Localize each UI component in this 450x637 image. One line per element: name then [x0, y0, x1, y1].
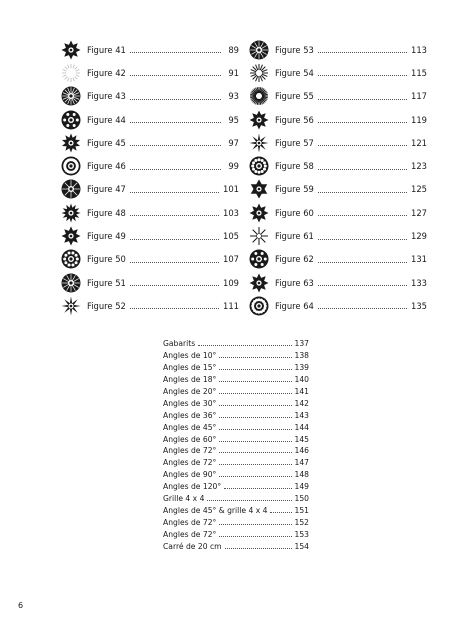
dot-leader — [219, 476, 291, 477]
toc-entry-page: 123 — [411, 161, 427, 172]
template-entry-label: Angles de 18° — [163, 375, 217, 385]
template-entry-label: Angles de 15° — [163, 363, 217, 373]
toc-entry-label: Figure 55 — [275, 91, 314, 102]
dot-leader — [219, 429, 291, 430]
toc-entry-page: 111 — [223, 300, 239, 311]
dot-leader — [318, 75, 407, 76]
template-entry-label: Angles de 20° — [163, 387, 217, 396]
templates-list — [163, 338, 309, 552]
toc-entry — [249, 224, 427, 247]
template-entry — [163, 362, 309, 374]
template-entry-label: Grille 4 x 4 — [163, 494, 205, 504]
toc-entry-page: 125 — [411, 184, 427, 195]
toc-entry — [249, 85, 427, 108]
dot-leader — [130, 262, 219, 263]
dot-leader — [318, 192, 407, 193]
toc-entry-label: Figure 45 — [87, 137, 126, 148]
dot-leader — [219, 393, 291, 394]
toc-entry-page: 101 — [223, 184, 239, 195]
template-entry-page: 141 — [294, 387, 309, 396]
dot-leader — [318, 52, 407, 53]
dot-leader — [130, 122, 221, 123]
template-entry-label: Angles de 30° — [163, 398, 217, 408]
dot-leader — [219, 369, 291, 370]
template-entry-page: 143 — [294, 410, 309, 420]
toc-entry — [61, 224, 239, 247]
template-entry-page: 145 — [294, 434, 309, 444]
template-entry — [163, 386, 309, 398]
template-entry-page: 144 — [294, 422, 309, 432]
toc-entry-page: 129 — [411, 231, 427, 242]
mandala-lotus-icon — [61, 226, 81, 246]
toc-entry-label: Figure 50 — [87, 254, 126, 265]
dot-leader — [270, 512, 291, 513]
mandala-spoke-wheel-icon — [61, 86, 81, 106]
dot-leader — [207, 500, 291, 501]
toc-entry — [61, 248, 239, 271]
toc-entry-page: 107 — [223, 254, 239, 265]
mandala-burst-icon — [249, 63, 269, 83]
dot-leader — [219, 381, 291, 382]
template-entry-page: 154 — [294, 541, 309, 551]
toc-entry-page: 93 — [228, 91, 239, 102]
template-entry-label: Angles de 36° — [163, 410, 217, 420]
toc-entry — [249, 61, 427, 84]
mandala-star-disc-icon — [61, 203, 81, 223]
toc-entry — [249, 248, 427, 271]
toc-entry-label: Figure 52 — [87, 300, 126, 311]
mandala-rosette-icon — [61, 273, 81, 293]
template-entry-label: Angles de 45° — [163, 422, 217, 432]
dot-leader — [224, 488, 291, 489]
mandala-spiral-icon — [249, 249, 269, 269]
toc-entry — [249, 294, 427, 317]
mandala-swirl-circle-icon — [61, 110, 81, 130]
figures-column-left — [61, 38, 239, 318]
mandala-scalloped-icon — [61, 249, 81, 269]
template-entry — [163, 469, 309, 481]
toc-entry — [61, 85, 239, 108]
toc-entry-label: Figure 47 — [87, 184, 126, 195]
dot-leader — [130, 75, 221, 76]
toc-entry-page: 97 — [228, 137, 239, 148]
mandala-gear-icon — [249, 40, 269, 60]
toc-entry-label: Figure 57 — [275, 137, 314, 148]
template-entry — [163, 409, 309, 421]
template-entry-label: Angles de 45° & grille 4 x 4 — [163, 505, 268, 515]
toc-entry-page: 133 — [411, 277, 427, 288]
toc-entry-label: Figure 64 — [275, 300, 314, 311]
mandala-flower-icon — [61, 40, 81, 60]
toc-entry — [61, 178, 239, 201]
toc-entry-label: Figure 58 — [275, 161, 314, 172]
dot-leader — [318, 145, 407, 146]
toc-entry-label: Figure 61 — [275, 231, 314, 242]
figures-column-right — [249, 38, 427, 318]
toc-entry-label: Figure 59 — [275, 184, 314, 195]
template-entry — [163, 540, 309, 552]
mandala-eight-petal-icon — [249, 110, 269, 130]
dot-leader — [219, 441, 291, 442]
page-number: 6 — [18, 601, 24, 610]
dot-leader — [130, 169, 221, 170]
dot-leader — [318, 215, 407, 216]
toc-entry-label: Figure 51 — [87, 277, 126, 288]
template-entry — [163, 374, 309, 386]
template-entry-label: Angles de 120° — [163, 482, 222, 492]
dot-leader — [318, 99, 407, 100]
template-entry — [163, 493, 309, 505]
toc-entry-page: 135 — [411, 300, 427, 311]
dot-leader — [318, 308, 407, 309]
template-entry-page: 149 — [294, 482, 309, 492]
toc-entry-page: 109 — [223, 277, 239, 288]
dot-leader — [219, 417, 291, 418]
template-entry — [163, 516, 309, 528]
dot-leader — [130, 215, 219, 216]
mandala-hex-star-icon — [249, 179, 269, 199]
template-entry-page: 142 — [294, 398, 309, 408]
template-entry — [163, 457, 309, 469]
toc-entry — [249, 108, 427, 131]
toc-entry — [249, 38, 427, 61]
template-entry-page: 147 — [294, 458, 309, 468]
toc-entry-label: Figure 44 — [87, 114, 126, 125]
template-entry-page: 152 — [294, 517, 309, 527]
toc-entry-label: Figure 48 — [87, 207, 126, 218]
template-entry-label: Gabarits — [163, 339, 196, 349]
toc-entry-label: Figure 41 — [87, 44, 126, 55]
dot-leader — [219, 536, 291, 537]
dot-leader — [130, 192, 219, 193]
mandala-ring-icon — [61, 63, 81, 83]
dot-leader — [130, 308, 219, 309]
mandala-compass-star-icon — [61, 296, 81, 316]
dot-leader — [219, 357, 291, 358]
mandala-petal-disc-icon — [61, 133, 81, 153]
mandala-dark-star-icon — [249, 273, 269, 293]
dot-leader — [219, 452, 291, 453]
toc-entry-page: 105 — [223, 231, 239, 242]
toc-entry — [61, 294, 239, 317]
mandala-lattice-icon — [61, 179, 81, 199]
template-entry — [163, 445, 309, 457]
template-entry — [163, 397, 309, 409]
toc-entry-page: 89 — [228, 44, 239, 55]
dot-leader — [318, 285, 407, 286]
toc-entry — [249, 131, 427, 154]
toc-entry-label: Figure 42 — [87, 67, 126, 78]
mandala-outline-star-icon — [249, 226, 269, 246]
template-entry — [163, 481, 309, 493]
toc-entry-page: 99 — [228, 161, 239, 172]
toc-entry — [61, 61, 239, 84]
mandala-dense-disc-icon — [249, 296, 269, 316]
dot-leader — [219, 464, 291, 465]
dot-leader — [130, 145, 221, 146]
toc-entry — [249, 271, 427, 294]
toc-entry — [61, 201, 239, 224]
template-entry-page: 150 — [294, 494, 309, 504]
mandala-cross-flower-icon — [249, 203, 269, 223]
toc-entry — [249, 178, 427, 201]
dot-leader — [219, 524, 291, 525]
dot-leader — [225, 548, 292, 549]
template-entry-label: Angles de 72° — [163, 517, 217, 527]
toc-entry-page: 131 — [411, 254, 427, 265]
toc-entry-label: Figure 53 — [275, 44, 314, 55]
mandala-striped-disc-icon — [61, 156, 81, 176]
toc-entry-label: Figure 62 — [275, 254, 314, 265]
dot-leader — [318, 239, 407, 240]
toc-entry — [249, 154, 427, 177]
template-entry — [163, 350, 309, 362]
template-entry-label: Angles de 72° — [163, 529, 217, 539]
template-entry-label: Angles de 10° — [163, 351, 217, 361]
dot-leader — [130, 52, 221, 53]
template-entry-page: 139 — [294, 363, 309, 373]
toc-entry — [61, 38, 239, 61]
toc-entry — [61, 131, 239, 154]
dot-leader — [219, 405, 291, 406]
toc-entry-page: 95 — [228, 114, 239, 125]
template-entry-page: 151 — [294, 505, 309, 515]
template-entry-page: 137 — [294, 339, 309, 349]
toc-entry-page: 91 — [228, 67, 239, 78]
mandala-sunburst-icon — [249, 86, 269, 106]
toc-entry-page: 103 — [223, 207, 239, 218]
toc-entry-page: 113 — [411, 44, 427, 55]
template-entry-page: 138 — [294, 351, 309, 361]
toc-entry — [249, 201, 427, 224]
template-entry — [163, 504, 309, 516]
dot-leader — [130, 239, 219, 240]
mandala-ornate-disc-icon — [249, 156, 269, 176]
template-entry — [163, 528, 309, 540]
toc-entry — [61, 108, 239, 131]
toc-entry — [61, 154, 239, 177]
toc-entry-page: 115 — [411, 67, 427, 78]
template-entry-page: 140 — [294, 375, 309, 385]
dot-leader — [318, 122, 407, 123]
dot-leader — [130, 99, 221, 100]
toc-entry-label: Figure 56 — [275, 114, 314, 125]
toc-entry-page: 119 — [411, 114, 427, 125]
toc-entry-page: 117 — [411, 91, 427, 102]
template-entry-page: 153 — [294, 529, 309, 539]
template-entry-label: Angles de 60° — [163, 434, 217, 444]
template-entry-page: 148 — [294, 470, 309, 480]
toc-entry-label: Figure 60 — [275, 207, 314, 218]
dot-leader — [318, 169, 407, 170]
template-entry — [163, 421, 309, 433]
template-entry-page: 146 — [294, 446, 309, 456]
toc-entry-label: Figure 46 — [87, 161, 126, 172]
mandala-sharp-star-icon — [249, 133, 269, 153]
toc-entry-page: 127 — [411, 207, 427, 218]
template-entry-label: Angles de 72° — [163, 458, 217, 468]
template-entry-label: Angles de 90° — [163, 470, 217, 480]
template-entry-label: Angles de 72° — [163, 446, 217, 456]
dot-leader — [130, 285, 219, 286]
template-entry-label: Carré de 20 cm — [163, 541, 222, 551]
toc-entry-label: Figure 54 — [275, 67, 314, 78]
toc-entry-page: 121 — [411, 137, 427, 148]
toc-entry — [61, 271, 239, 294]
dot-leader — [318, 262, 407, 263]
template-entry — [163, 433, 309, 445]
dot-leader — [198, 345, 291, 346]
toc-entry-label: Figure 63 — [275, 277, 314, 288]
toc-entry-label: Figure 49 — [87, 231, 126, 242]
toc-entry-label: Figure 43 — [87, 91, 126, 102]
template-entry — [163, 338, 309, 350]
